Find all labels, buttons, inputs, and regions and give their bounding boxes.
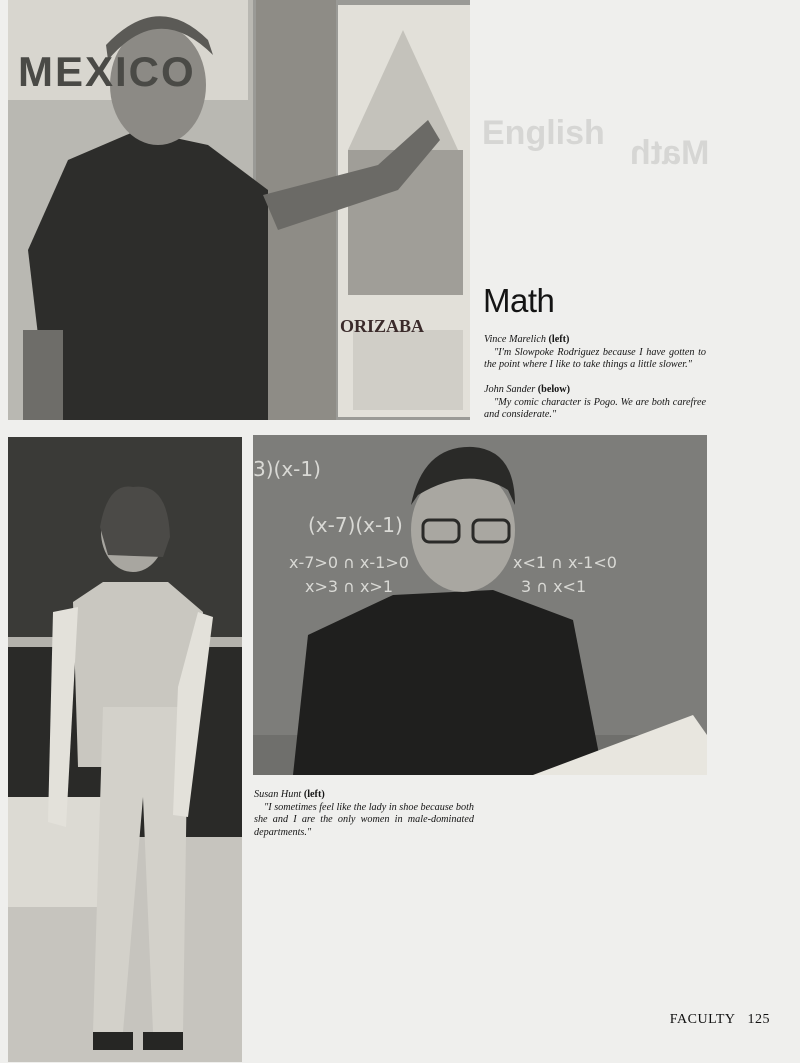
page-number: 125 — [747, 1012, 770, 1027]
ghost-title-english: English — [482, 114, 605, 152]
caption-john-sander — [484, 384, 706, 422]
caption-name — [484, 334, 706, 347]
photo-sander-illustration — [253, 435, 707, 775]
caption-side: (below) — [537, 384, 571, 395]
caption-name — [254, 789, 474, 802]
footer-label: FACULTY — [669, 1012, 736, 1027]
board-line: x-7>0 ∩ x-1>0 — [289, 553, 409, 572]
wall-sign-text: MEXICO — [18, 48, 196, 95]
caption-quote: "I'm Slowpoke Rodriguez because I have gotten to the point where I like to take things a little slower." — [484, 346, 706, 370]
section-title: Math — [483, 282, 555, 319]
photo-john-sander — [253, 435, 707, 775]
caption-name-text: John Sander — [484, 384, 536, 395]
board-line: x>3 ∩ x>1 — [305, 577, 393, 596]
board-line: (x-7)(x-1) — [308, 513, 403, 537]
board-line: x<1 ∩ x-1<0 — [513, 553, 617, 572]
caption-susan-hunt — [254, 789, 474, 839]
caption-name-text: Vince Marelich — [484, 334, 546, 345]
ghost-title-math: Math — [630, 134, 710, 172]
page-footer — [670, 1012, 770, 1028]
photo-hunt-illustration — [8, 437, 242, 1062]
board-line: 3 ∩ x<1 — [521, 577, 587, 596]
board-line: 3)(x-1) — [253, 457, 321, 481]
caption-name-text: Susan Hunt — [254, 789, 302, 800]
photo-vince-marelich — [8, 0, 470, 420]
caption-vince-marelich — [484, 334, 706, 372]
caption-name — [484, 384, 706, 397]
caption-quote: "My comic character is Pogo. We are both carefree and considerate." — [484, 396, 706, 420]
poster-label: ORIZABA — [340, 316, 425, 336]
caption-quote: "I sometimes feel like the lady in shoe because both she and I are the only women in male-dominated departments." — [254, 801, 474, 838]
caption-side: (left) — [548, 334, 570, 345]
caption-side: (left) — [303, 789, 325, 800]
photo-susan-hunt — [8, 437, 242, 1062]
